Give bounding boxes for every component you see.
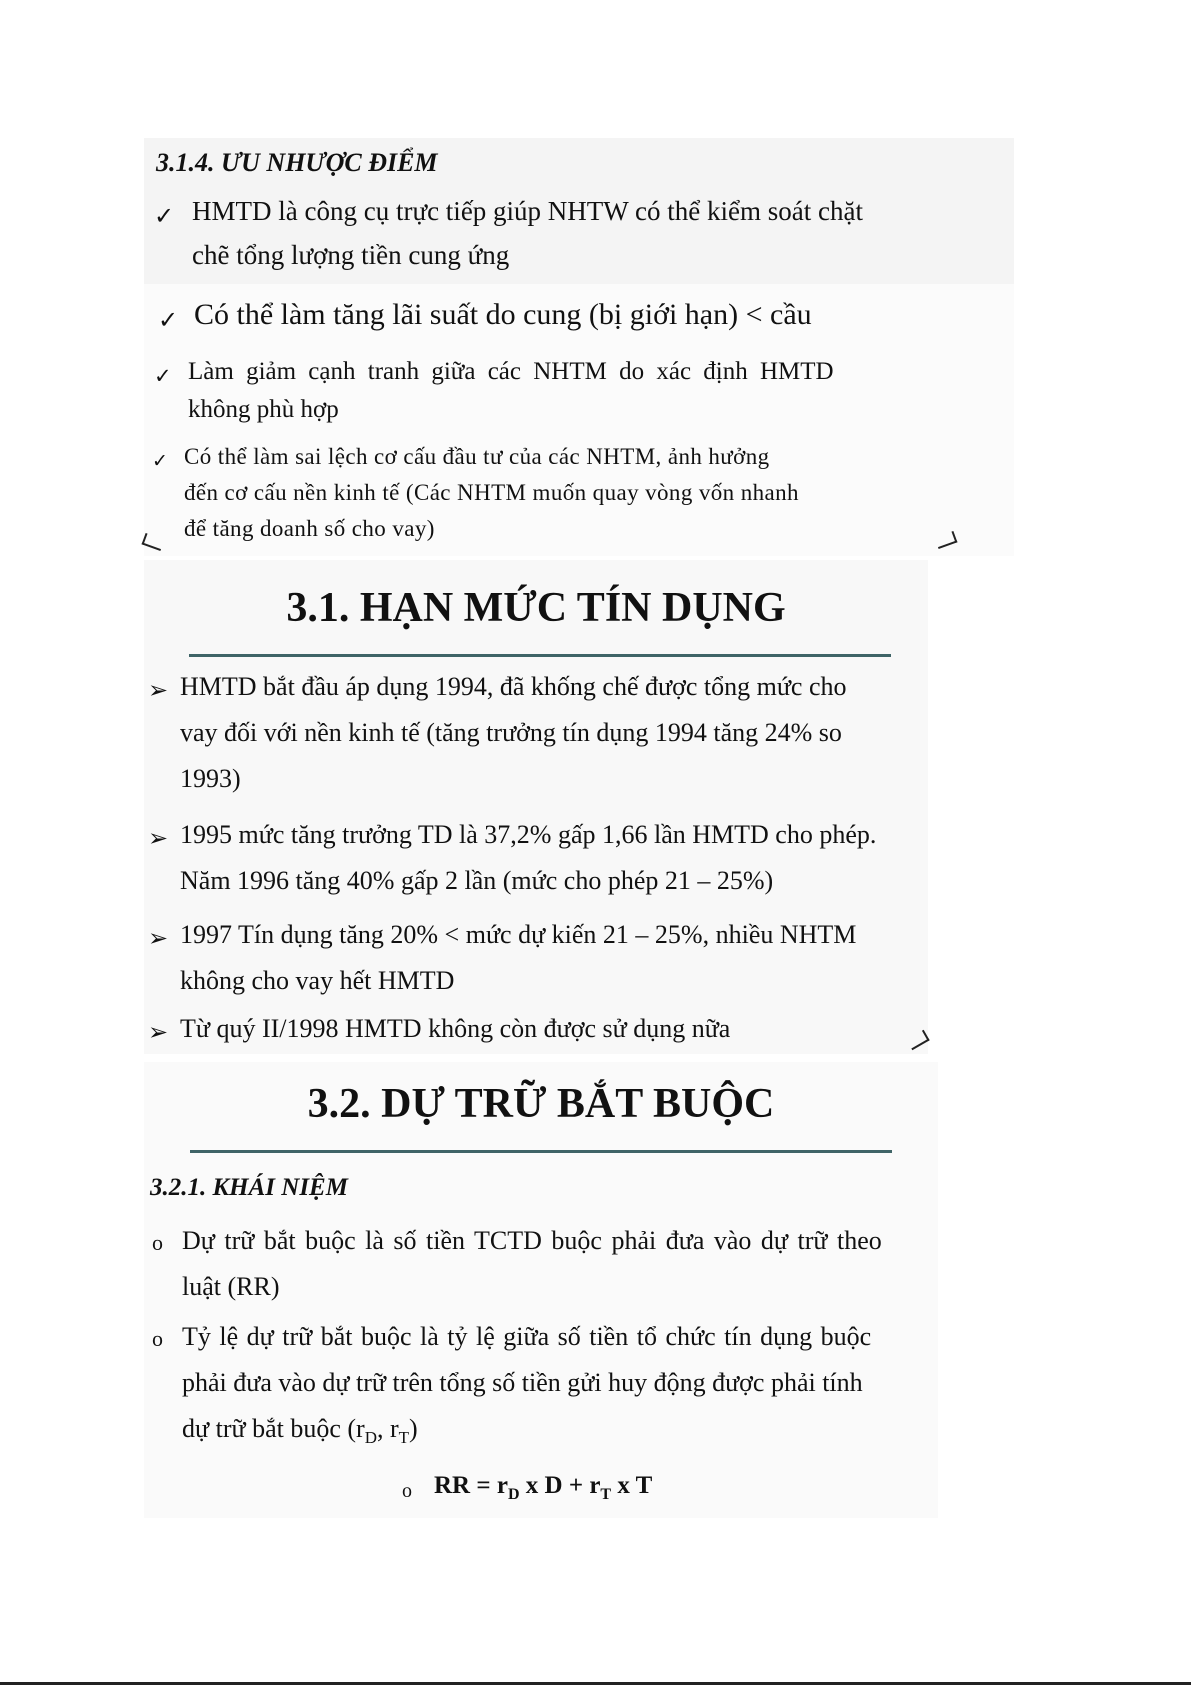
check-icon: ✓ bbox=[154, 364, 172, 388]
reserve-section bbox=[144, 1062, 938, 1518]
check-icon: ✓ bbox=[154, 204, 175, 230]
reserve-title: 3.2. DỰ TRỮ BẮT BUỘC bbox=[307, 1081, 775, 1127]
reserve-subtitle: 3.2.1. KHÁI NIỆM bbox=[150, 1174, 348, 1201]
pros-cons-item-4-line-2: đến cơ cấu nền kinh tế (Các NHTM muốn quay vòng vốn nhanh bbox=[184, 480, 799, 505]
reserve-item-2-line-1: Tỷ lệ dự trữ bắt buộc là tỷ lệ giữa số tiền tổ chức tín dụng buộc bbox=[182, 1322, 872, 1351]
credit-limit-item-1-line-3: 1993) bbox=[180, 764, 241, 793]
reserve-item-2-line-2: phải đưa vào dự trữ trên tổng số tiền gửi huy động được phải tính bbox=[182, 1368, 863, 1397]
credit-limit-item-1-line-1: HMTD bắt đầu áp dụng 1994, đã khống chế được tổng mức cho bbox=[180, 672, 847, 701]
credit-limit-item-1-line-2: vay đối với nền kinh tế (tăng trưởng tín dụng 1994 tăng 24% so bbox=[180, 718, 842, 747]
circle-bullet-icon: o bbox=[152, 1230, 163, 1255]
arrow-bullet-icon: ➢ bbox=[148, 826, 169, 852]
arrow-bullet-icon: ➢ bbox=[148, 926, 169, 952]
arrow-bullet-icon: ➢ bbox=[148, 1020, 169, 1046]
arrow-bullet-icon: ➢ bbox=[148, 678, 169, 704]
pros-cons-item-1-line-2: chẽ tổng lượng tiền cung ứng bbox=[192, 240, 510, 270]
pros-cons-item-4-line-1: Có thể làm sai lệch cơ cấu đầu tư của các NHTM, ảnh hưởng bbox=[184, 444, 770, 469]
pros-cons-section bbox=[144, 138, 1014, 556]
credit-limit-item-3-line-1: 1997 Tín dụng tăng 20% < mức dự kiến 21 – 25%, nhiều NHTM bbox=[180, 920, 857, 949]
credit-limit-title: 3.1. HẠN MỨC TÍN DỤNG bbox=[286, 585, 786, 631]
reserve-formula: RR = $r_D$ x $D + r_T$ x T bbox=[434, 1472, 653, 1503]
circle-bullet-icon: o bbox=[152, 1326, 163, 1351]
credit-limit-item-4-line-1: Từ quý II/1998 HMTD không còn được sử dụng nữa bbox=[180, 1014, 731, 1043]
pros-cons-item-3-line-2: không phù hợp bbox=[188, 396, 339, 423]
credit-limit-section bbox=[144, 560, 928, 1054]
circle-bullet-icon: o bbox=[402, 1480, 412, 1502]
credit-limit-item-2-line-2: Năm 1996 tăng 40% gấp 2 lần (mức cho phép 21 – 25%) bbox=[180, 866, 774, 895]
pros-cons-item-3-line-1: Làm giảm cạnh tranh giữa các NHTM do xác định HMTD bbox=[188, 358, 834, 385]
reserve-item-2-line-3: dự trữ bắt buộc ($r_D$, $r_T$) bbox=[182, 1414, 418, 1448]
credit-limit-item-3-line-2: không cho vay hết HMTD bbox=[180, 966, 455, 995]
check-icon: ✓ bbox=[152, 451, 168, 472]
check-icon: ✓ bbox=[158, 308, 179, 334]
credit-limit-item-2-line-1: 1995 mức tăng trưởng TD là 37,2% gấp 1,66 lần HMTD cho phép. bbox=[180, 820, 877, 849]
title-underline bbox=[189, 654, 891, 657]
pros-cons-item-2-line-1: Có thể làm tăng lãi suất do cung (bị giới hạn) < cầu bbox=[194, 298, 812, 331]
pros-cons-title: 3.1.4. ƯU NHƯỢC ĐIỂM bbox=[156, 148, 438, 177]
pros-cons-item-1-line-1: HMTD là công cụ trực tiếp giúp NHTW có thể kiểm soát chặt bbox=[192, 196, 863, 226]
reserve-item-1-line-2: luật (RR) bbox=[182, 1272, 280, 1301]
title-underline bbox=[190, 1150, 892, 1153]
pros-cons-item-4-line-3: để tăng doanh số cho vay) bbox=[184, 516, 435, 541]
reserve-item-1-line-1: Dự trữ bắt buộc là số tiền TCTD buộc phải đưa vào dự trữ theo bbox=[182, 1226, 882, 1255]
